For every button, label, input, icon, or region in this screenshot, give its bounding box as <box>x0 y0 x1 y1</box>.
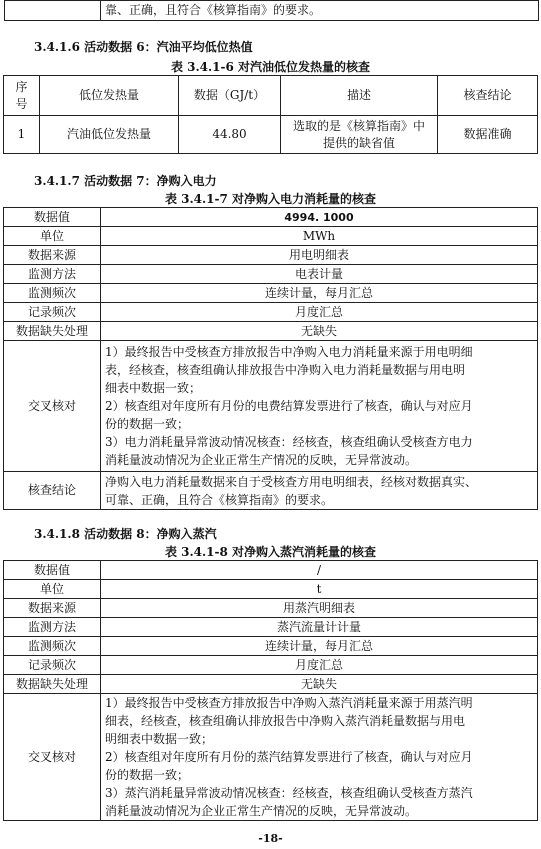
row-label: 核查结论 <box>4 472 101 510</box>
table-row <box>4 561 538 580</box>
table-row <box>4 303 538 322</box>
row-label: 单位 <box>4 580 101 599</box>
text-line: 明细表中数据一致； <box>105 732 214 746</box>
row-label: 交叉核对 <box>4 694 101 821</box>
text-line: 3）蒸汽消耗量异常波动情况核查：经核查，核查组确认受核查方蒸汽 <box>105 786 473 800</box>
row-value: 连续计量，每月汇总 <box>101 284 538 303</box>
row-value: 蒸汽流量计计量 <box>101 618 538 637</box>
cross-check-row <box>4 341 538 472</box>
table-row <box>4 227 538 246</box>
table-row <box>4 116 538 154</box>
row-label: 记录频次 <box>4 656 101 675</box>
row-label: 数据来源 <box>4 599 101 618</box>
text-line: 2）核查组对年度所有月份的蒸汽结算发票进行了核查，确认与对应月 <box>105 750 473 764</box>
conclusion-row <box>4 472 538 510</box>
row-value: t <box>101 580 538 599</box>
row-label: 监测频次 <box>4 637 101 656</box>
row-conclusion: 数据准确 <box>438 116 538 154</box>
text-line: 表，经核查，核查组确认排放报告中净购入电力消耗量数据与用电明 <box>105 363 466 377</box>
row-value: / <box>101 561 538 580</box>
section-heading-3-4-1-6: 3.4.1.6 活动数据 6：汽油平均低位热值 <box>34 40 253 54</box>
row-label: 数据来源 <box>4 246 101 265</box>
table-header-row <box>4 76 538 116</box>
text-line: 1）最终报告中受核查方排放报告中净购入蒸汽消耗量来源于用蒸汽明 <box>105 696 473 710</box>
text-line: 可靠、正确，且符合《核算指南》的要求。 <box>105 492 334 507</box>
section-heading-3-4-1-7: 3.4.1.7 活动数据 7：净购入电力 <box>34 174 217 188</box>
row-value: 用电明细表 <box>101 246 538 265</box>
cross-check-text <box>101 694 538 821</box>
table-caption-3-4-1-6: 表 3.4.1-6 对汽油低位发热量的核查 <box>170 60 371 74</box>
row-label: 监测方法 <box>4 618 101 637</box>
row-value: 无缺失 <box>101 675 538 694</box>
row-value: 无缺失 <box>101 322 538 341</box>
row-value: 月度汇总 <box>101 303 538 322</box>
text-line: 2）核查组对年度所有月份的电费结算发票进行了核查，确认与对应月 <box>105 399 473 413</box>
conclusion-text <box>101 472 538 510</box>
electricity-table <box>3 207 538 510</box>
row-label: 单位 <box>4 227 101 246</box>
header-heat-value: 低位发热量 <box>40 76 179 116</box>
fragment-label-cell <box>5 1 101 21</box>
row-value: 连续计量，每月汇总 <box>101 637 538 656</box>
row-value: 月度汇总 <box>101 656 538 675</box>
text-line: 1）最终报告中受核查方排放报告中净购入电力消耗量来源于用电明细 <box>105 345 473 359</box>
row-label: 交叉核对 <box>4 341 101 472</box>
table-row <box>4 322 538 341</box>
fragment-text: 靠、正确，且符合《核算指南》的要求。 <box>101 1 539 21</box>
row-value: 4994. 1000 <box>101 208 538 227</box>
cross-check-text <box>101 341 538 472</box>
table-row <box>4 637 538 656</box>
header-data: 数据（GJ/t） <box>179 76 281 116</box>
row-value: 电表计量 <box>101 265 538 284</box>
previous-table-fragment <box>4 0 539 21</box>
row-description <box>281 116 438 154</box>
text-line: 细表中数据一致； <box>105 381 202 395</box>
table-row <box>4 656 538 675</box>
table-row <box>4 246 538 265</box>
cross-check-row <box>4 694 538 821</box>
row-label: 监测方法 <box>4 265 101 284</box>
row-value: 用蒸汽明细表 <box>101 599 538 618</box>
row-name: 汽油低位发热量 <box>40 116 179 154</box>
row-label: 数据缺失处理 <box>4 675 101 694</box>
text-line: 3）电力消耗量异常波动情况核查：经核查，核查组确认受核查方电力 <box>105 435 473 449</box>
row-label: 数据值 <box>4 561 101 580</box>
row-seq: 1 <box>4 116 40 154</box>
text-line: 消耗量波动情况为企业正常生产情况的反映，无异常波动。 <box>105 453 418 467</box>
steam-table <box>3 560 538 821</box>
row-value: 44.80 <box>179 116 281 154</box>
table-caption-3-4-1-7: 表 3.4.1-7 对净购入电力消耗量的核查 <box>164 192 377 206</box>
header-conclusion: 核查结论 <box>438 76 538 116</box>
description-line: 选取的是《核算指南》中 <box>292 118 425 133</box>
text-line: 细表，经核查，核查组确认排放报告中净购入蒸汽消耗量数据与用电 <box>105 714 466 728</box>
text-line: 消耗量波动情况为企业正常生产情况的反映，无异常波动。 <box>105 804 418 818</box>
table-row <box>4 208 538 227</box>
table-row <box>4 599 538 618</box>
description-line: 提供的缺省值 <box>322 135 395 150</box>
row-label: 数据值 <box>4 208 101 227</box>
table-caption-3-4-1-8: 表 3.4.1-8 对净购入蒸汽消耗量的核查 <box>164 545 377 559</box>
text-line: 净购入电力消耗量数据来自于受核查方用电明细表，经核对数据真实、 <box>105 474 478 489</box>
row-label: 监测频次 <box>4 284 101 303</box>
header-description: 描述 <box>281 76 438 116</box>
table-row <box>4 618 538 637</box>
table-row <box>4 265 538 284</box>
gasoline-heat-value-table <box>3 75 538 154</box>
page-number: -18- <box>258 832 283 845</box>
table-row <box>4 675 538 694</box>
row-label: 记录频次 <box>4 303 101 322</box>
text-line: 份的数据一致； <box>105 417 190 431</box>
section-heading-3-4-1-8: 3.4.1.8 活动数据 8：净购入蒸汽 <box>34 527 217 541</box>
header-seq: 序 号 <box>4 76 40 116</box>
table-row <box>4 284 538 303</box>
row-label: 数据缺失处理 <box>4 322 101 341</box>
text-line: 份的数据一致； <box>105 768 190 782</box>
row-value: MWh <box>101 227 538 246</box>
table-row <box>4 580 538 599</box>
